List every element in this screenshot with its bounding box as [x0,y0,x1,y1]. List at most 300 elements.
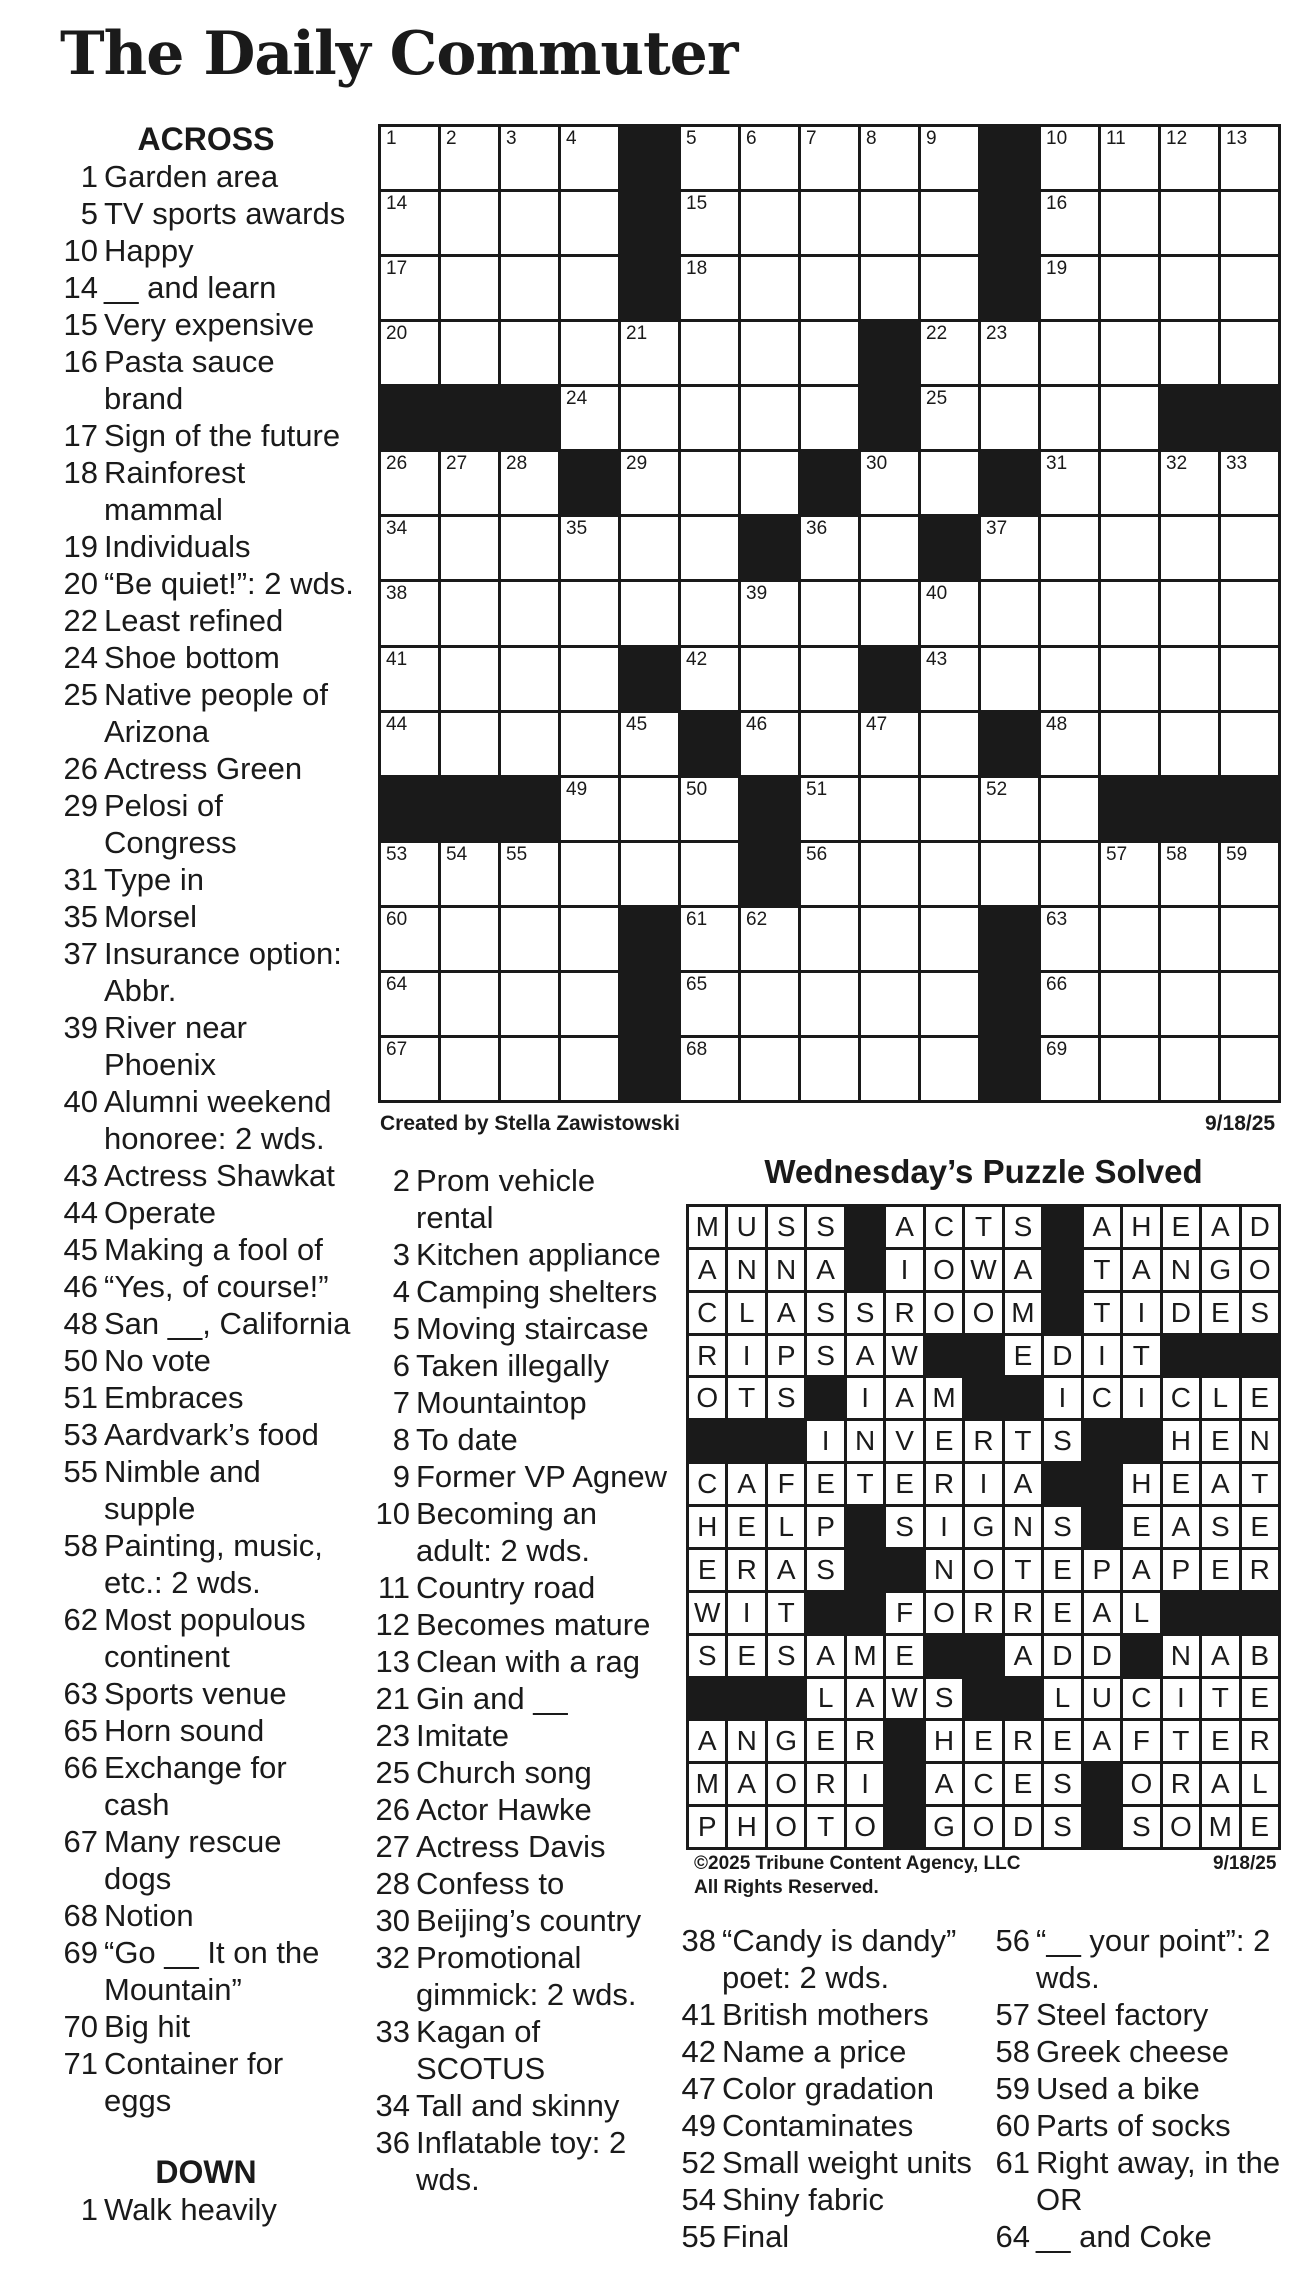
down-clue[interactable] [990,2144,1290,2218]
down-clue[interactable] [676,2070,994,2107]
grid-cell[interactable] [861,452,918,514]
grid-cell[interactable] [441,648,498,710]
down-clue[interactable] [372,1606,672,1643]
grid-cell[interactable] [381,582,438,644]
grid-cell[interactable] [981,582,1038,644]
grid-cell[interactable] [1101,648,1158,710]
grid-cell[interactable] [621,843,678,905]
down-clue[interactable] [676,1922,994,1996]
across-clue[interactable] [56,1601,356,1675]
solution-black-square [1084,1464,1120,1504]
grid-cell[interactable] [801,778,858,840]
grid-cell[interactable] [921,582,978,644]
grid-cell[interactable] [801,1038,858,1100]
grid-cell[interactable] [1101,257,1158,319]
grid-cell[interactable] [1221,973,1278,1035]
grid-cell[interactable] [561,778,618,840]
across-clue[interactable] [56,565,356,602]
grid-cell[interactable] [741,1038,798,1100]
grid-cell[interactable] [861,713,918,775]
grid-cell[interactable] [741,973,798,1035]
grid-cell[interactable] [621,517,678,579]
grid-cell[interactable] [861,843,918,905]
grid-cell[interactable] [681,973,738,1035]
across-clue[interactable] [56,1749,356,1823]
down-clue[interactable] [372,2013,672,2087]
grid-cell[interactable] [441,257,498,319]
grid-cell[interactable] [1221,1038,1278,1100]
grid-cell[interactable] [561,843,618,905]
down-clue[interactable] [372,1717,672,1754]
grid-cell[interactable] [561,257,618,319]
grid-cell[interactable] [681,387,738,449]
grid-cell[interactable] [621,582,678,644]
clue-number: 43 [63,1158,98,1193]
solution-letter: M [847,1636,883,1676]
solution-letter: N [768,1250,804,1290]
grid-cell[interactable] [861,1038,918,1100]
clue-text: Becoming an adult: 2 wds. [416,1496,597,1568]
grid-cell[interactable] [621,713,678,775]
clue-number: 20 [63,566,98,601]
grid-cell[interactable] [681,908,738,970]
grid-cell[interactable] [921,387,978,449]
grid-cell[interactable] [981,387,1038,449]
down-clue[interactable] [372,1458,672,1495]
grid-cell[interactable] [981,322,1038,384]
grid-cell[interactable] [621,322,678,384]
down-clue[interactable] [676,1996,994,2033]
down-clue[interactable] [990,2070,1290,2107]
down-clue[interactable] [372,1495,672,1569]
down-clue[interactable] [372,1569,672,1606]
across-clue[interactable] [56,935,356,1009]
grid-cell[interactable] [561,127,618,189]
across-clue[interactable] [56,343,356,417]
grid-cell[interactable] [801,322,858,384]
grid-cell[interactable] [501,192,558,254]
grid-cell[interactable] [861,973,918,1035]
grid-cell[interactable] [741,582,798,644]
down-clue[interactable] [372,1902,672,1939]
grid-cell[interactable] [861,192,918,254]
clue-text: Insurance option: Abbr. [104,936,342,1008]
grid-cell[interactable] [1041,452,1098,514]
across-clue[interactable] [56,1083,356,1157]
grid-cell[interactable] [501,1038,558,1100]
grid-cell[interactable] [741,257,798,319]
grid-cell[interactable] [1041,387,1098,449]
grid-cell[interactable] [861,517,918,579]
grid-cell[interactable] [981,517,1038,579]
grid-cell[interactable] [1041,713,1098,775]
grid-cell[interactable] [741,908,798,970]
grid-cell[interactable] [561,908,618,970]
grid-cell[interactable] [441,452,498,514]
grid-cell[interactable] [1161,908,1218,970]
across-clue[interactable] [56,232,356,269]
grid-cell[interactable] [501,973,558,1035]
down-clue[interactable] [372,1310,672,1347]
grid-cell[interactable] [1221,517,1278,579]
grid-cell[interactable] [1161,322,1218,384]
grid-cell[interactable] [441,582,498,644]
grid-cell[interactable] [981,648,1038,710]
grid-cell[interactable] [1161,192,1218,254]
solution-letter: M [689,1207,725,1247]
grid-cell[interactable] [681,582,738,644]
across-clue[interactable] [56,1453,356,1527]
grid-cell[interactable] [621,452,678,514]
across-clue[interactable] [56,1157,356,1194]
across-clue[interactable] [56,454,356,528]
down-clue[interactable] [676,2144,994,2181]
grid-cell[interactable] [1221,648,1278,710]
grid-cell[interactable] [801,908,858,970]
black-square [381,387,438,449]
grid-cell[interactable] [801,843,858,905]
grid-cell[interactable] [801,517,858,579]
grid-cell[interactable] [501,257,558,319]
down-clue[interactable] [676,2218,994,2255]
grid-cell[interactable] [1041,843,1098,905]
cell-number: 43 [926,648,948,670]
grid-cell[interactable] [1221,843,1278,905]
grid-cell[interactable] [561,648,618,710]
grid-cell[interactable] [801,713,858,775]
across-clue[interactable] [56,1268,356,1305]
grid-cell[interactable] [921,127,978,189]
grid-cell[interactable] [381,192,438,254]
down-clue[interactable] [372,1865,672,1902]
grid-cell[interactable] [681,778,738,840]
across-clue[interactable] [56,1231,356,1268]
grid-cell[interactable] [381,908,438,970]
grid-cell[interactable] [801,257,858,319]
grid-cell[interactable] [381,648,438,710]
grid-cell[interactable] [801,582,858,644]
grid-cell[interactable] [1101,973,1158,1035]
crossword-grid[interactable] [378,124,1281,1103]
grid-cell[interactable] [381,452,438,514]
across-clue[interactable] [56,1416,356,1453]
grid-cell[interactable] [921,648,978,710]
across-clue[interactable] [56,528,356,565]
grid-cell[interactable] [681,517,738,579]
grid-cell[interactable] [1221,582,1278,644]
grid-cell[interactable] [1101,322,1158,384]
grid-cell[interactable] [501,843,558,905]
grid-cell[interactable] [981,843,1038,905]
across-clue[interactable] [56,269,356,306]
grid-cell[interactable] [1041,1038,1098,1100]
across-clue[interactable] [56,1194,356,1231]
grid-cell[interactable] [1161,127,1218,189]
grid-cell[interactable] [921,713,978,775]
grid-cell[interactable] [441,908,498,970]
clue-text: Aardvark’s food [104,1417,319,1452]
across-clue[interactable] [56,195,356,232]
grid-cell[interactable] [501,713,558,775]
across-clue[interactable] [56,2008,356,2045]
grid-cell[interactable] [741,648,798,710]
grid-cell[interactable] [1221,192,1278,254]
grid-cell[interactable] [441,973,498,1035]
grid-cell[interactable] [561,973,618,1035]
grid-cell[interactable] [681,257,738,319]
grid-cell[interactable] [561,387,618,449]
clue-number: 57 [995,1997,1030,2032]
grid-cell[interactable] [441,517,498,579]
cell-number: 12 [1166,128,1188,149]
grid-cell[interactable] [381,517,438,579]
grid-cell[interactable] [1041,648,1098,710]
grid-cell[interactable] [801,973,858,1035]
grid-cell[interactable] [561,192,618,254]
grid-cell[interactable] [1221,322,1278,384]
grid-cell[interactable] [1101,517,1158,579]
grid-cell[interactable] [381,843,438,905]
grid-cell[interactable] [741,192,798,254]
grid-cell[interactable] [1101,452,1158,514]
grid-cell[interactable] [1221,452,1278,514]
across-clue[interactable] [56,1527,356,1601]
down-clue[interactable] [372,1754,672,1791]
solution-letter: O [1163,1807,1199,1847]
cell-number: 33 [1226,453,1248,475]
across-clue[interactable] [56,898,356,935]
grid-cell[interactable] [501,517,558,579]
grid-cell[interactable] [441,713,498,775]
grid-cell[interactable] [501,452,558,514]
grid-cell[interactable] [381,973,438,1035]
clue-text: Embraces [104,1380,244,1415]
across-clue[interactable] [56,1305,356,1342]
grid-cell[interactable] [921,908,978,970]
down-clue[interactable] [990,1922,1290,1996]
across-clue[interactable] [56,2045,356,2119]
down-clue[interactable] [372,1384,672,1421]
clue-number: 59 [995,2071,1030,2106]
grid-cell[interactable] [681,843,738,905]
across-clue[interactable] [56,1379,356,1416]
clue-text: Former VP Agnew [416,1459,667,1494]
grid-cell[interactable] [501,648,558,710]
down-clue[interactable] [372,1162,672,1236]
grid-cell[interactable] [1221,127,1278,189]
solution-black-square [1202,1336,1238,1376]
across-clue[interactable] [56,1897,356,1934]
grid-cell[interactable] [1101,713,1158,775]
down-clue[interactable] [372,1421,672,1458]
grid-cell[interactable] [381,322,438,384]
grid-cell[interactable] [921,452,978,514]
down-clue[interactable] [372,1828,672,1865]
grid-cell[interactable] [1221,908,1278,970]
grid-cell[interactable] [801,387,858,449]
grid-cell[interactable] [1041,192,1098,254]
grid-cell[interactable] [801,127,858,189]
grid-cell[interactable] [381,713,438,775]
grid-cell[interactable] [681,452,738,514]
grid-cell[interactable] [861,908,918,970]
solution-letter: A [1202,1464,1238,1504]
grid-cell[interactable] [1161,257,1218,319]
grid-cell[interactable] [561,582,618,644]
grid-cell[interactable] [981,778,1038,840]
grid-cell[interactable] [1161,582,1218,644]
grid-cell[interactable] [741,452,798,514]
across-clue[interactable] [56,676,356,750]
grid-cell[interactable] [741,127,798,189]
grid-cell[interactable] [681,192,738,254]
down-clue[interactable] [676,2107,994,2144]
across-clue[interactable] [56,1712,356,1749]
grid-cell[interactable] [861,778,918,840]
grid-cell[interactable] [741,387,798,449]
down-clue[interactable] [372,1347,672,1384]
down-clue[interactable] [990,1996,1290,2033]
grid-cell[interactable] [1101,387,1158,449]
grid-cell[interactable] [441,1038,498,1100]
across-clue[interactable] [56,158,356,195]
grid-cell[interactable] [1041,973,1098,1035]
grid-cell[interactable] [1041,322,1098,384]
grid-cell[interactable] [501,322,558,384]
clue-text: Mountaintop [416,1385,587,1420]
across-clue[interactable] [56,1675,356,1712]
down-clue[interactable] [372,2087,672,2124]
grid-cell[interactable] [561,322,618,384]
clue-text: Church song [416,1755,592,1790]
grid-cell[interactable] [861,257,918,319]
grid-cell[interactable] [921,778,978,840]
grid-cell[interactable] [921,843,978,905]
down-clue[interactable] [676,2181,994,2218]
down-clue[interactable] [56,2191,356,2228]
across-clue[interactable] [56,1342,356,1379]
grid-cell[interactable] [921,1038,978,1100]
cell-number: 3 [506,128,517,149]
down-clue[interactable] [372,1680,672,1717]
grid-cell[interactable] [1101,843,1158,905]
across-clue[interactable] [56,602,356,639]
grid-cell[interactable] [501,127,558,189]
grid-cell[interactable] [921,322,978,384]
solution-letter: I [1084,1336,1120,1376]
across-clue[interactable] [56,787,356,861]
solution-letter: F [1123,1721,1159,1761]
grid-cell[interactable] [1161,713,1218,775]
grid-cell[interactable] [681,1038,738,1100]
grid-cell[interactable] [1101,582,1158,644]
grid-cell[interactable] [801,192,858,254]
down-clue[interactable] [372,1273,672,1310]
grid-cell[interactable] [1221,257,1278,319]
grid-cell[interactable] [561,713,618,775]
clue-number: 55 [63,1454,98,1489]
grid-cell[interactable] [501,582,558,644]
grid-cell[interactable] [1041,778,1098,840]
grid-cell[interactable] [1161,973,1218,1035]
across-clue[interactable] [56,417,356,454]
grid-cell[interactable] [621,778,678,840]
grid-cell[interactable] [1161,452,1218,514]
grid-cell[interactable] [441,192,498,254]
clue-number: 6 [392,1348,410,1383]
grid-cell[interactable] [1161,517,1218,579]
grid-cell[interactable] [501,908,558,970]
down-clue[interactable] [990,2218,1290,2255]
grid-cell[interactable] [1041,257,1098,319]
across-clue[interactable] [56,1934,356,2008]
grid-cell[interactable] [861,127,918,189]
down-clue[interactable] [372,1643,672,1680]
grid-cell[interactable] [861,582,918,644]
cell-number: 29 [626,453,648,475]
grid-cell[interactable] [1161,1038,1218,1100]
grid-cell[interactable] [741,713,798,775]
grid-cell[interactable] [1041,127,1098,189]
across-clue[interactable] [56,306,356,343]
grid-cell[interactable] [381,1038,438,1100]
grid-cell[interactable] [621,387,678,449]
grid-cell[interactable] [921,973,978,1035]
grid-cell[interactable] [381,257,438,319]
grid-cell[interactable] [1101,127,1158,189]
grid-cell[interactable] [1161,843,1218,905]
grid-cell[interactable] [1041,517,1098,579]
grid-cell[interactable] [1101,192,1158,254]
solution-black-square [807,1378,843,1418]
grid-cell[interactable] [441,127,498,189]
grid-cell[interactable] [381,127,438,189]
grid-cell[interactable] [441,843,498,905]
down-clue[interactable] [990,2107,1290,2144]
clue-number: 71 [63,2046,98,2081]
grid-cell[interactable] [741,322,798,384]
grid-cell[interactable] [1101,1038,1158,1100]
grid-cell[interactable] [921,192,978,254]
down-clue[interactable] [990,2033,1290,2070]
across-clue[interactable] [56,1009,356,1083]
grid-cell[interactable] [1101,908,1158,970]
across-clue[interactable] [56,1823,356,1897]
down-clue[interactable] [372,2124,672,2198]
grid-cell[interactable] [681,322,738,384]
grid-cell[interactable] [561,517,618,579]
grid-cell[interactable] [921,257,978,319]
down-clue[interactable] [372,1236,672,1273]
grid-cell[interactable] [1041,908,1098,970]
grid-cell[interactable] [681,648,738,710]
grid-cell[interactable] [1041,582,1098,644]
across-clue[interactable] [56,639,356,676]
grid-cell[interactable] [561,1038,618,1100]
grid-cell[interactable] [441,322,498,384]
grid-cell[interactable] [801,648,858,710]
grid-cell[interactable] [681,127,738,189]
cell-number: 42 [686,648,708,670]
down-clue[interactable] [676,2033,994,2070]
across-clue[interactable] [56,750,356,787]
across-clue[interactable] [56,861,356,898]
grid-cell[interactable] [1161,648,1218,710]
grid-cell[interactable] [1221,713,1278,775]
down-clue[interactable] [372,1939,672,2013]
solution-letter: S [1044,1764,1080,1804]
down-clue[interactable] [372,1791,672,1828]
